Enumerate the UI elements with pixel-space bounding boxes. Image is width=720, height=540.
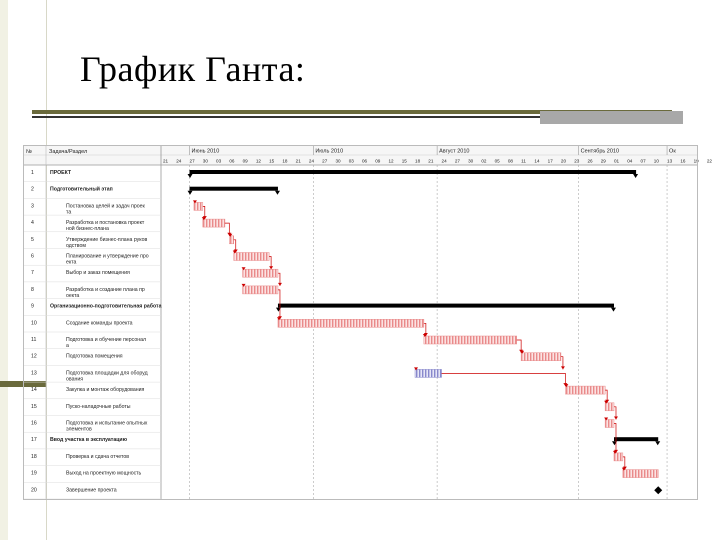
day-tick-label: 27 — [454, 158, 460, 164]
task-name: Создание команды проекта — [66, 320, 133, 327]
day-tick-label: 24 — [176, 158, 182, 164]
day-tick-label: 24 — [441, 158, 447, 164]
task-name: Пуско-наладочные работы — [66, 403, 131, 410]
summary-bar-end-cap — [275, 191, 280, 195]
summary-bar-end-cap — [633, 174, 638, 178]
task-id: 5 — [31, 236, 34, 243]
task-id: 19 — [31, 470, 37, 477]
summary-bar-start-cap — [188, 174, 193, 178]
task-id: 18 — [31, 453, 37, 460]
task-name: Подготовительный этап — [50, 186, 113, 193]
task-name-continuation: та — [66, 209, 72, 216]
task-bar — [194, 202, 203, 210]
day-tick-label: 07 — [640, 158, 646, 164]
day-tick-label: 03 — [216, 158, 222, 164]
task-id: 8 — [31, 286, 34, 293]
day-tick-label: 30 — [202, 158, 208, 164]
task-name: Разработка и постановка проект — [66, 220, 145, 227]
day-tick-label: 27 — [322, 158, 328, 164]
month-label: Сентябрь 2010 — [580, 148, 620, 155]
task-name-continuation: ной бизнес-плана — [66, 226, 109, 233]
summary-bar-end-cap — [611, 308, 616, 312]
day-tick-label: 24 — [308, 158, 315, 164]
task-name: Закупка и монтаж оборудования — [66, 387, 145, 394]
task-name: Постановка целей и задач проек — [66, 203, 145, 210]
task-id: 2 — [31, 186, 34, 193]
task-id: 20 — [31, 487, 37, 494]
title-rule-dark — [32, 116, 540, 118]
task-name: Подготовка площадки для оборуд — [66, 370, 148, 377]
milestone-diamond — [654, 486, 662, 494]
day-tick-label: 06 — [229, 158, 235, 164]
month-label: Июль 2010 — [315, 148, 344, 155]
task-bar — [243, 286, 278, 294]
day-tick-label: 09 — [242, 158, 248, 164]
day-tick-label: 01 — [613, 158, 620, 164]
dependency-arrow — [561, 366, 565, 369]
summary-bar-end-cap — [655, 441, 660, 445]
task-bar — [605, 420, 614, 428]
task-name: Планирование и утверждение про — [66, 253, 149, 260]
day-tick-label: 15 — [401, 158, 407, 164]
task-name-continuation: а — [66, 343, 69, 349]
task-id: 3 — [31, 203, 34, 210]
day-tick-label: 12 — [388, 158, 394, 164]
day-tick-label: 03 — [348, 158, 354, 164]
day-tick-label: 17 — [547, 158, 553, 164]
task-name: Утверждение бизнес-плана руков — [66, 236, 148, 243]
day-tick-label: 29 — [600, 158, 606, 164]
day-tick-label: 21 — [295, 158, 301, 164]
column-header-id: № — [26, 149, 32, 155]
task-name: Организационно-подготовительная работа — [50, 303, 162, 310]
day-tick-label: 12 — [255, 158, 261, 164]
task-bar — [605, 403, 614, 411]
left-band — [0, 0, 8, 540]
task-id: 4 — [31, 220, 34, 227]
task-id: 10 — [31, 320, 37, 327]
day-tick-label: 19 — [693, 158, 699, 164]
task-id: 1 — [31, 170, 34, 176]
day-tick-label: 30 — [468, 158, 474, 164]
task-id: 12 — [31, 353, 37, 360]
task-name: Разработка и создание плана пр — [66, 286, 145, 293]
task-name: Подготовка и испытание опытных — [66, 420, 148, 427]
day-tick-label: 30 — [335, 158, 341, 164]
day-tick-label: 16 — [680, 158, 686, 164]
task-name: Подготовка и обучение персонал — [66, 337, 146, 343]
dependency-arrow — [614, 417, 618, 420]
column-header-name: Задача/Раздел — [49, 149, 88, 155]
task-name: Ввод участка в эксплуатацию — [50, 437, 128, 444]
task-bar — [278, 319, 424, 327]
dependency-arrow — [269, 266, 273, 269]
month-label: Август 2010 — [439, 148, 470, 155]
task-name: Завершение проекта — [66, 487, 117, 494]
day-tick-label: 08 — [507, 158, 514, 164]
task-bar — [229, 236, 233, 244]
day-tick-label: 18 — [282, 158, 288, 164]
day-tick-label: 06 — [361, 158, 368, 164]
task-id: 7 — [31, 270, 34, 277]
summary-bar — [614, 437, 658, 441]
day-tick-label: 20 — [560, 158, 567, 164]
summary-bar-start-cap — [188, 191, 193, 195]
summary-bar — [190, 170, 637, 174]
task-name-continuation: одством — [66, 242, 86, 249]
task-bar — [614, 453, 623, 461]
day-tick-label: 04 — [627, 158, 633, 164]
task-name-continuation: ования — [66, 376, 84, 383]
task-name-continuation: екта — [66, 259, 77, 266]
day-tick-label: 14 — [534, 158, 540, 164]
task-id: 11 — [31, 337, 37, 343]
gantt-chart — [23, 145, 712, 500]
task-bar — [521, 353, 561, 361]
dependency-link — [442, 373, 566, 386]
day-tick-label: 10 — [653, 158, 659, 164]
task-id: 15 — [31, 403, 37, 410]
task-bar — [424, 336, 517, 344]
task-id: 17 — [31, 437, 37, 444]
day-tick-label: 22 — [706, 158, 712, 164]
day-tick-label: 05 — [494, 158, 500, 164]
task-bar — [623, 470, 658, 478]
slide-title: График Ганта: — [80, 49, 306, 89]
day-tick-label: 02 — [481, 158, 487, 164]
dependency-arrow — [278, 283, 282, 286]
task-name-continuation: оекта — [66, 292, 80, 299]
day-tick-label: 26 — [587, 158, 593, 164]
title-rule-grey — [540, 111, 683, 124]
task-id: 9 — [31, 303, 34, 310]
task-bar — [234, 253, 269, 261]
task-name: ПРОЕКТ — [50, 170, 72, 176]
task-bar — [203, 219, 225, 227]
task-name: Выбор и заказ помещения — [66, 270, 130, 277]
task-id: 6 — [31, 253, 34, 260]
day-tick-label: 21 — [163, 158, 169, 164]
month-label: Ок — [669, 148, 676, 155]
task-bar — [243, 269, 278, 277]
task-id: 13 — [31, 370, 37, 377]
task-id: 14 — [31, 387, 37, 394]
day-tick-label: 09 — [375, 158, 381, 164]
day-tick-label: 18 — [415, 158, 421, 164]
task-bar — [565, 386, 605, 394]
task-name: Проверка и сдача отчетов — [66, 453, 129, 460]
day-tick-label: 13 — [667, 158, 673, 164]
task-name-continuation: элементов — [66, 426, 92, 433]
task-id: 16 — [31, 420, 37, 427]
task-name: Подготовка помещения — [66, 353, 123, 360]
day-tick-label: 15 — [269, 158, 275, 164]
day-tick-label: 21 — [428, 158, 434, 164]
day-tick-label: 23 — [574, 158, 580, 164]
task-bar — [415, 369, 442, 377]
summary-bar — [278, 304, 614, 308]
day-tick-label: 27 — [189, 158, 195, 164]
summary-bar — [190, 187, 278, 191]
task-name: Выход на проектную мощность — [66, 470, 142, 477]
day-tick-label: 11 — [521, 158, 526, 164]
month-label: Июнь 2010 — [191, 148, 220, 155]
